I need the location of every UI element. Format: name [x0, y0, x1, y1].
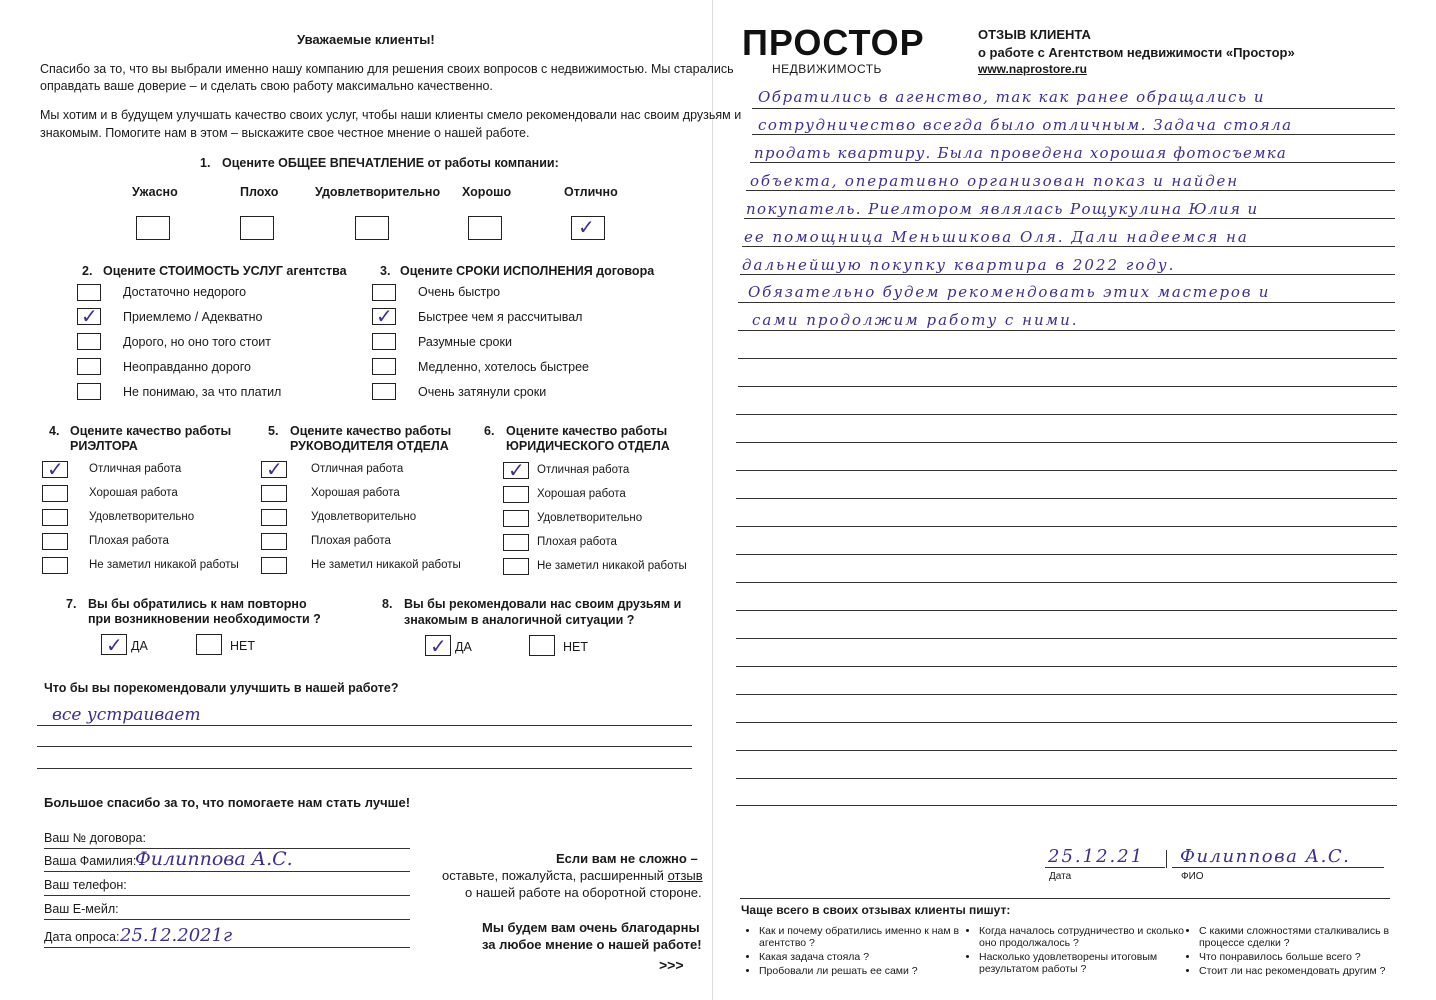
check-mark-icon: ✓ [508, 458, 525, 482]
q7-title: при возникновении необходимости ? [88, 612, 321, 626]
note-title: Если вам не сложно – [556, 851, 698, 866]
q4-option-label: Не заметил никакой работы [89, 559, 239, 571]
ruled-line [736, 582, 1397, 583]
note-text [442, 868, 703, 883]
review-line: объекта, оперативно организован показ и найден [750, 172, 1239, 190]
arrows-icon: >>> [659, 957, 684, 973]
note-text-part: оставьте, пожалуйста, расширенный [442, 868, 664, 883]
ruled-line [738, 386, 1397, 387]
q2-option-label: Не понимаю, за что платил [123, 385, 282, 399]
phone-label: Ваш телефон: [44, 878, 127, 892]
q3-option-label: Очень затянули сроки [418, 385, 547, 399]
ruled-line [738, 302, 1395, 303]
surname-label: Ваша Фамилия: [44, 854, 137, 868]
q6-title: Оцените качество работы [506, 424, 668, 438]
ruled-line [740, 274, 1395, 275]
ruled-line [738, 358, 1397, 359]
q3-title: Оцените СРОКИ ИСПОЛНЕНИЯ договора [400, 264, 655, 278]
contract-label: Ваш № договора: [44, 831, 146, 845]
q1-option-label: Плохо [240, 185, 279, 199]
q1-checkbox[interactable] [355, 216, 389, 240]
q5-checkbox[interactable] [261, 533, 287, 550]
q6-checkbox[interactable] [503, 534, 529, 551]
q2-option-label: Приемлемо / Адекватно [123, 310, 263, 324]
date-caption: Дата [1049, 871, 1072, 882]
q7-title: Вы бы обратились к нам повторно [88, 597, 307, 611]
q1-checkbox[interactable] [136, 216, 170, 240]
surname-field [44, 871, 410, 872]
q5-option-label: Отличная работа [311, 463, 404, 475]
ruled-line [736, 638, 1397, 639]
answer-line [37, 768, 692, 769]
signature-date-line [1045, 867, 1165, 868]
check-mark-icon: ✓ [376, 304, 393, 328]
q1-number: 1. [200, 156, 211, 170]
q2-title: Оцените СТОИМОСТЬ УСЛУГ агентства [103, 264, 347, 278]
ruled-line [736, 694, 1397, 695]
ruled-line [736, 526, 1397, 527]
logo-subtitle: НЕДВИЖИМОСТЬ [772, 62, 882, 76]
review-line: Обратились в агенство, так как ранее обращались и [758, 88, 1265, 106]
ruled-line [738, 330, 1395, 331]
ruled-line [750, 162, 1395, 163]
q6-option-label: Хорошая работа [537, 488, 626, 500]
q3-checkbox-checked[interactable] [372, 304, 396, 328]
q6-option-label: Не заметил никакой работы [537, 560, 687, 572]
tip-item: • Пробовали ли решать ее сами ? [759, 965, 969, 977]
email-field[interactable] [44, 919, 410, 920]
header-title: ОТЗЫВ КЛИЕНТА [978, 27, 1091, 42]
grateful-line: Мы будем вам очень благодарны [482, 920, 700, 935]
q8-no-checkbox[interactable] [529, 635, 555, 656]
q4-option-label: Отличная работа [89, 463, 182, 475]
date-label: Дата опроса: [44, 930, 120, 944]
ruled-line [736, 414, 1397, 415]
q5-title: РУКОВОДИТЕЛЯ ОТДЕЛА [290, 439, 449, 453]
q7-yes-label: ДА [131, 639, 148, 653]
ruled-line [736, 470, 1397, 471]
review-line: сотрудничество всегда было отличным. Задача стояла [758, 116, 1293, 134]
check-mark-icon: ✓ [106, 633, 123, 657]
q7-yes-checkbox-checked[interactable] [101, 634, 127, 655]
q5-checkbox[interactable] [261, 509, 287, 526]
tip-item: • Стоит ли нас рекомендовать другим ? [1199, 965, 1409, 977]
ruled-line [752, 134, 1395, 135]
q5-checkbox[interactable] [261, 485, 287, 502]
q2-number: 2. [82, 264, 93, 278]
greeting: Уважаемые клиенты! [297, 32, 435, 47]
q4-option-label: Удовлетворительно [89, 511, 195, 523]
q4-checkbox-checked[interactable] [42, 457, 68, 481]
review-line: сами продолжим работу с ними. [752, 311, 1079, 329]
ruled-line [736, 610, 1397, 611]
tip-item: • Насколько удовлетворены итоговым результатом работы ? [979, 951, 1189, 975]
check-mark-icon: ✓ [578, 215, 595, 239]
q1-option-label: Ужасно [132, 185, 178, 199]
q6-checkbox-checked[interactable] [503, 458, 529, 482]
date-value[interactable]: 25.12.2021г [120, 925, 233, 946]
improve-answer[interactable]: все устраивает [52, 705, 201, 725]
ruled-line [736, 498, 1397, 499]
q2-checkbox-checked[interactable] [77, 304, 101, 328]
q4-checkbox[interactable] [42, 557, 68, 574]
improve-question: Что бы вы порекомендовали улучшить в нашей работе? [44, 681, 399, 695]
q8-no-label: НЕТ [563, 640, 588, 654]
q6-checkbox[interactable] [503, 486, 529, 503]
q5-option-label: Не заметил никакой работы [311, 559, 461, 571]
check-mark-icon: ✓ [430, 634, 447, 658]
surname-value[interactable]: Филиппова А.С. [135, 848, 293, 870]
intro-line: Мы хотим и в будущем улучшать качество своих услуг, чтобы наши клиенты смело рекомендовали нас своим друзьям и [40, 108, 742, 122]
q4-checkbox[interactable] [42, 533, 68, 550]
note-text: о нашей работе на оборотной стороне. [465, 885, 702, 900]
q4-checkbox[interactable] [42, 485, 68, 502]
q4-checkbox[interactable] [42, 509, 68, 526]
intro-line: знакомым. Помогите нам в этом – выскажите свое честное мнение о нашей работе. [40, 126, 530, 140]
signature-separator [1166, 850, 1167, 868]
ruled-line [736, 778, 1397, 779]
tip-item: • Как и почему обратились именно к нам в агентство ? [759, 925, 969, 949]
q6-title: ЮРИДИЧЕСКОГО ОТДЕЛА [506, 439, 670, 453]
ruled-line [742, 246, 1395, 247]
logo: ПРОСТОР [742, 22, 925, 63]
check-mark-icon: ✓ [266, 457, 283, 481]
tips-column-1 [745, 925, 969, 979]
q7-number: 7. [66, 597, 77, 611]
q4-title: Оцените качество работы [70, 424, 232, 438]
thanks-heading: Большое спасибо за то, что помогаете нам стать лучше! [44, 795, 411, 810]
tip-item: • С какими сложностями сталкивались в процессе сделки ? [1199, 925, 1409, 949]
check-mark-icon: ✓ [47, 457, 64, 481]
q1-option-label: Хорошо [462, 185, 512, 199]
q1-title: Оцените ОБЩЕЕ ВПЕЧАТЛЕНИЕ от работы компании: [222, 156, 559, 170]
header-subtitle: о работе с Агентством недвижимости «Простор» [978, 45, 1295, 60]
check-mark-icon: ✓ [81, 304, 98, 328]
signature-name: Филиппова А.С. [1180, 846, 1351, 867]
tips-title: Чаще всего в своих отзывах клиенты пишут: [741, 903, 1011, 917]
q5-option-label: Удовлетворительно [311, 511, 417, 523]
q1-option-label: Отлично [564, 185, 618, 199]
tips-column-3 [1185, 925, 1409, 979]
tip-item: • Когда началось сотрудничество и сколько оно продолжалось ? [979, 925, 1189, 949]
tips-column-2 [965, 925, 1189, 977]
q6-checkbox[interactable] [503, 558, 529, 575]
ruled-line [736, 805, 1397, 806]
q4-title: РИЭЛТОРА [70, 439, 138, 453]
q8-title: знакомым в аналогичной ситуации ? [404, 613, 635, 627]
ruled-line [736, 666, 1397, 667]
q5-option-label: Плохая работа [311, 535, 391, 547]
answer-line [37, 725, 692, 726]
q8-number: 8. [382, 597, 393, 611]
q1-checkbox-checked[interactable] [571, 216, 605, 240]
ruled-line [736, 750, 1397, 751]
q5-checkbox[interactable] [261, 557, 287, 574]
q5-checkbox-checked[interactable] [261, 457, 287, 481]
q5-option-label: Хорошая работа [311, 487, 400, 499]
page-fold [712, 0, 713, 1000]
review-line: дальнейшую покупку квартира в 2022 году. [742, 256, 1176, 274]
q3-checkbox[interactable] [372, 333, 396, 350]
fio-caption: ФИО [1181, 871, 1204, 882]
intro-line: оправдать ваше доверие – и сделать свою работу максимально качественно. [40, 79, 493, 93]
review-line: покупатель. Риелтором являлась Рощукулина Юлия и [746, 200, 1259, 218]
ruled-line [736, 722, 1397, 723]
ruled-line [736, 442, 1397, 443]
q2-checkbox[interactable] [77, 358, 101, 375]
q8-yes-label: ДА [455, 640, 472, 654]
ruled-line [744, 218, 1395, 219]
q2-option-label: Неоправданно дорого [123, 360, 251, 374]
q2-checkbox[interactable] [77, 383, 101, 400]
review-line: Обязательно будем рекомендовать этих мастеров и [748, 283, 1271, 301]
phone-field[interactable] [44, 895, 410, 896]
q3-checkbox[interactable] [372, 358, 396, 375]
q8-yes-checkbox-checked[interactable] [425, 635, 451, 656]
date-field [44, 947, 410, 948]
q1-checkbox[interactable] [240, 216, 274, 240]
q3-option-label: Очень быстро [418, 285, 501, 299]
q6-option-label: Отличная работа [537, 464, 630, 476]
answer-line [37, 746, 692, 747]
signature-name-line [1172, 867, 1384, 868]
email-label: Ваш Е-мейл: [44, 902, 119, 916]
q2-checkbox[interactable] [77, 333, 101, 350]
q1-checkbox[interactable] [468, 216, 502, 240]
q5-title: Оцените качество работы [290, 424, 452, 438]
q3-checkbox[interactable] [372, 284, 396, 301]
tip-item: • Что понравилось больше всего ? [1199, 951, 1409, 963]
q2-option-label: Достаточно недорого [123, 285, 247, 299]
q2-option-label: Дорого, но оно того стоит [123, 335, 271, 349]
tips-separator [740, 898, 1390, 899]
q6-option-label: Плохая работа [537, 536, 617, 548]
q3-checkbox[interactable] [372, 383, 396, 400]
q4-option-label: Хорошая работа [89, 487, 178, 499]
q2-checkbox[interactable] [77, 284, 101, 301]
q6-checkbox[interactable] [503, 510, 529, 527]
grateful-line: за любое мнение о нашей работе! [482, 937, 702, 952]
q1-option-label: Удовлетворительно [315, 185, 441, 199]
q7-no-label: НЕТ [230, 639, 255, 653]
header-url[interactable]: www.naprostore.ru [978, 62, 1087, 76]
q3-option-label: Быстрее чем я рассчитывал [418, 310, 583, 324]
tip-item: • Какая задача стояла ? [759, 951, 969, 963]
ruled-line [746, 190, 1395, 191]
q6-number: 6. [484, 424, 495, 438]
q8-title: Вы бы рекомендовали нас своим друзьям и [404, 597, 682, 611]
q3-option-label: Медленно, хотелось быстрее [418, 360, 589, 374]
review-line: продать квартиру. Была проведена хорошая фотосъемка [754, 144, 1288, 162]
review-link[interactable]: отзыв [667, 868, 703, 883]
q4-number: 4. [49, 424, 60, 438]
ruled-line [736, 554, 1397, 555]
ruled-line [752, 108, 1395, 109]
q5-number: 5. [268, 424, 279, 438]
review-line: ее помощница Меньшикова Оля. Дали надеемся на [744, 228, 1249, 246]
q3-option-label: Разумные сроки [418, 335, 512, 349]
intro-line: Спасибо за то, что вы выбрали именно нашу компанию для решения своих вопросов с недвижимостью. Мы старались [40, 62, 734, 76]
q4-option-label: Плохая работа [89, 535, 169, 547]
q6-option-label: Удовлетворительно [537, 512, 643, 524]
q3-number: 3. [380, 264, 391, 278]
q7-no-checkbox[interactable] [196, 634, 222, 655]
signature-date: 25.12.21 [1048, 846, 1145, 867]
